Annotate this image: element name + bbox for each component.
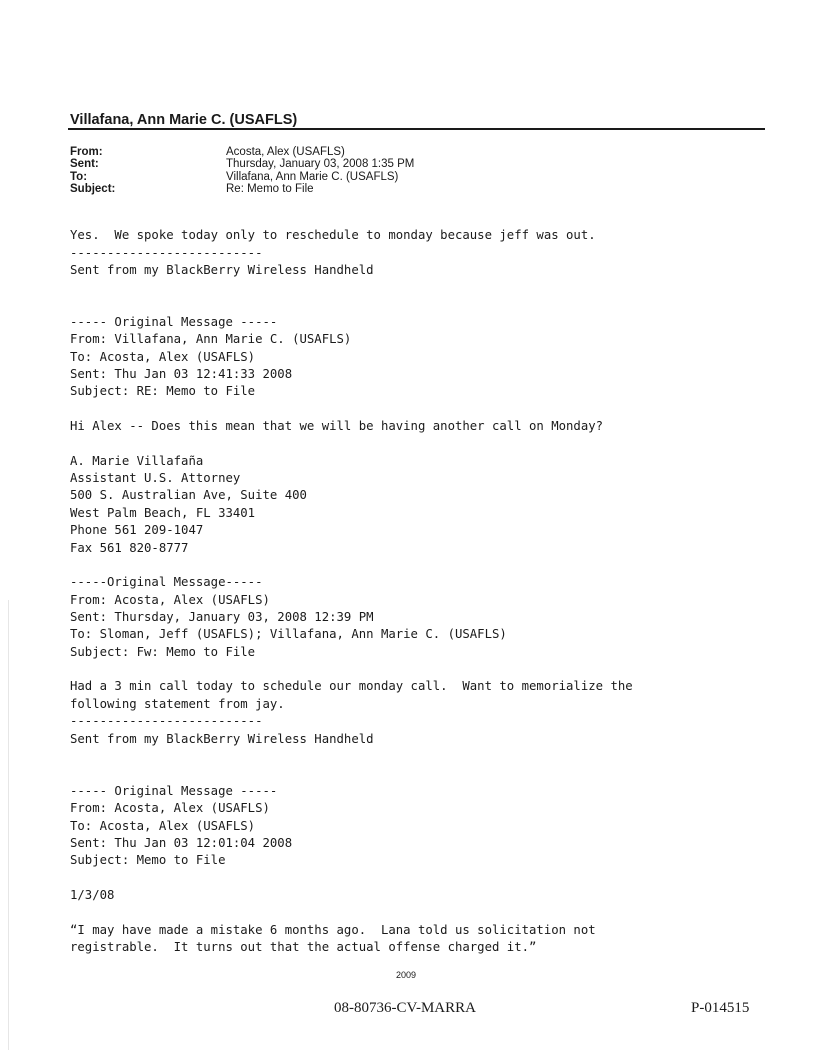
sent-value: Thursday, January 03, 2008 1:35 PM (226, 158, 415, 171)
reply-signature: Sent from my BlackBerry Wireless Handheld (70, 263, 374, 277)
original-message-3-heading: ----- Original Message ----- (70, 784, 278, 798)
original-message-1-body: Hi Alex -- Does this mean that we will be having another call on Monday? (70, 419, 604, 433)
from-value: Acosta, Alex (USAFLS) (226, 146, 345, 158)
original-message-3-subject: Subject: Memo to File (70, 853, 226, 867)
header-from-row (70, 146, 414, 158)
from-label: From: (70, 146, 103, 158)
original-message-1-from: From: Villafana, Ann Marie C. (USAFLS) (70, 332, 352, 346)
sent-label: Sent: (70, 158, 99, 171)
original-message-2-to: To: Sloman, Jeff (USAFLS); Villafana, Ann Marie C. (USAFLS) (70, 627, 507, 641)
original-message-2-body-line-1: Had a 3 min call today to schedule our monday call. Want to memorialize the (70, 679, 633, 693)
header-rule (68, 128, 765, 130)
scan-edge-line (8, 600, 9, 1050)
signature-city: West Palm Beach, FL 33401 (70, 506, 256, 520)
page-number: 2009 (396, 970, 417, 980)
signature-name: A. Marie Villafaña (70, 454, 204, 468)
original-message-1-heading: ----- Original Message ----- (70, 315, 278, 329)
reply-body: Yes. We spoke today only to reschedule to monday because jeff was out. (70, 228, 596, 242)
original-message-2-body-line-2: following statement from jay. (70, 697, 285, 711)
memo-quote-line-1: “I may have made a mistake 6 months ago. Lana told us solicitation not (70, 923, 596, 937)
original-message-3-sent: Sent: Thu Jan 03 12:01:04 2008 (70, 836, 293, 850)
signature-address: 500 S. Australian Ave, Suite 400 (70, 488, 307, 502)
to-label: To: (70, 170, 88, 183)
original-message-3-to: To: Acosta, Alex (USAFLS) (70, 819, 256, 833)
subject-label: Subject: (70, 183, 116, 196)
bates-number: P-014515 (691, 1000, 750, 1016)
signature-phone: Phone 561 209-1047 (70, 523, 204, 537)
mailbox-owner: Villafana, Ann Marie C. (USAFLS) (70, 112, 298, 128)
original-message-2-divider: -------------------------- (70, 714, 263, 728)
original-message-2-from: From: Acosta, Alex (USAFLS) (70, 593, 270, 607)
original-message-2-signature: Sent from my BlackBerry Wireless Handheld (70, 732, 374, 746)
header-subject-row (70, 183, 414, 195)
memo-date: 1/3/08 (70, 888, 115, 902)
original-message-2-heading: -----Original Message----- (70, 575, 263, 589)
header-to-row (70, 171, 414, 183)
original-message-2-sent: Sent: Thursday, January 03, 2008 12:39 PM (70, 610, 374, 624)
to-value: Villafana, Ann Marie C. (USAFLS) (226, 170, 399, 183)
reply-divider: -------------------------- (70, 246, 263, 260)
email-header (70, 146, 414, 196)
signature-fax: Fax 561 820-8777 (70, 541, 189, 555)
memo-quote-line-2: registrable. It turns out that the actual offense charged it.” (70, 940, 537, 954)
signature-title: Assistant U.S. Attorney (70, 471, 241, 485)
original-message-3-from: From: Acosta, Alex (USAFLS) (70, 801, 270, 815)
original-message-2-subject: Subject: Fw: Memo to File (70, 645, 256, 659)
original-message-1-subject: Subject: RE: Memo to File (70, 384, 256, 398)
original-message-1-sent: Sent: Thu Jan 03 12:41:33 2008 (70, 367, 293, 381)
subject-value: Re: Memo to File (226, 183, 314, 196)
case-number: 08-80736-CV-MARRA (334, 1000, 476, 1016)
original-message-1-to: To: Acosta, Alex (USAFLS) (70, 350, 256, 364)
header-sent-row (70, 158, 414, 170)
